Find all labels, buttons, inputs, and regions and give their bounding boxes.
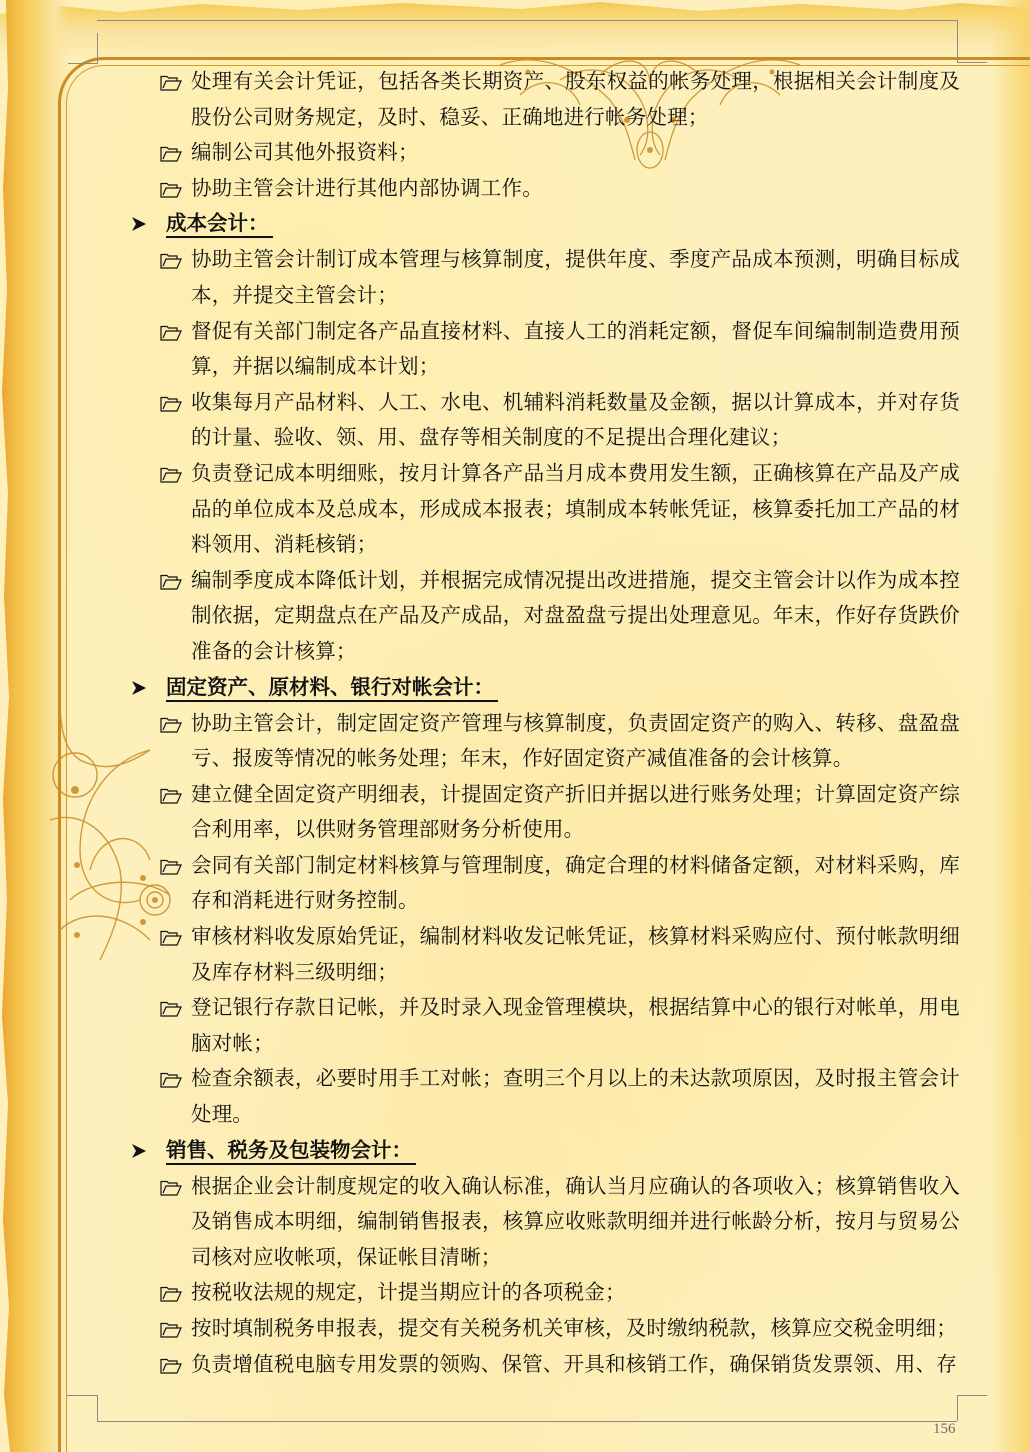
list-item-text: 编制公司其他外报资料； (191, 140, 419, 165)
list-item (130, 848, 960, 919)
folder-icon (160, 146, 182, 162)
section-heading-sales-tax (130, 1133, 960, 1169)
section-title: 固定资产、原材料、银行对帐会计： (166, 674, 498, 702)
list-item-text: 会同有关部门制定材料核算与管理制度，确定合理的材料储备定额，对材料采购，库存和消耗进行财务控制。 (191, 852, 960, 913)
crop-mark-top-left-h (68, 63, 98, 64)
list-item (130, 777, 960, 848)
folder-icon (160, 75, 182, 91)
list-item-text: 督促有关部门制定各产品直接材料、直接人工的消耗定额，督促车间编制制造费用预算，并据以编制成本计划； (191, 318, 960, 379)
list-item (130, 314, 960, 385)
list-item-text: 建立健全固定资产明细表，计提固定资产折旧并据以进行账务处理；计算固定资产综合利用率，以供财务管理部财务分析使用。 (191, 781, 960, 842)
list-item (130, 563, 960, 670)
list-item-text: 处理有关会计凭证，包括各类长期资产、股东权益的帐务处理，根据相关会计制度及股份公司财务规定，及时、稳妥、正确地进行帐务处理； (191, 69, 960, 129)
arrow-bullet-icon (131, 1143, 147, 1159)
document-body (130, 64, 960, 1382)
section-title: 成本会计： (166, 210, 273, 238)
folder-icon (160, 1001, 182, 1017)
crop-mark-bottom-line (97, 1421, 957, 1422)
list-item-text: 按时填制税务申报表，提交有关税务机关审核，及时缴纳税款，核算应交税金明细； (191, 1316, 957, 1340)
page-number: 156 (933, 1421, 956, 1437)
list-item (130, 385, 960, 456)
list-item (130, 456, 960, 563)
folder-icon (160, 182, 182, 198)
list-item-text: 审核材料收发原始凭证，编制材料收发记帐凭证，核算材料采购应付、预付帐款明细及库存材料三级明细； (191, 924, 960, 984)
crop-mark-top-line (97, 20, 957, 21)
list-item-text: 负责登记成本明细账，按月计算各产品当月成本费用发生额，正确核算在产品及产成品的单位成本及总成本，形成成本报表；填制成本转帐凭证，核算委托加工产品的材料领用、消耗核销； (191, 460, 960, 557)
list-item (130, 1347, 960, 1383)
arrow-bullet-icon (131, 216, 147, 232)
crop-mark-bottom-right-h (957, 1395, 987, 1396)
crop-mark-bottom-left-v (97, 1395, 98, 1421)
list-item-text: 收集每月产品材料、人工、水电、机辅料消耗数量及金额，据以计算成本，并对存货的计量、验收、领、用、盘存等相关制度的不足提出合理化建议； (191, 389, 960, 450)
crop-mark-top-left-v (97, 33, 98, 63)
list-item (130, 1169, 960, 1276)
crop-mark-bottom-left-h (67, 1395, 97, 1396)
folder-icon (160, 788, 182, 804)
folder-icon (160, 574, 182, 590)
folder-icon (160, 253, 182, 269)
list-item-text: 按税收法规的规定，计提当期应计的各项税金； (191, 1280, 626, 1305)
crop-mark-top-right-v (957, 20, 958, 62)
folder-icon (160, 1358, 182, 1374)
list-item (130, 990, 960, 1061)
list-item (130, 242, 960, 313)
folder-icon (160, 717, 182, 733)
list-item-text: 登记银行存款日记帐，并及时录入现金管理模块，根据结算中心的银行对帐单，用电脑对帐； (191, 995, 960, 1055)
folder-icon (160, 396, 182, 412)
folder-icon (160, 1322, 182, 1338)
folder-icon (160, 1286, 182, 1302)
folder-icon (160, 1072, 182, 1088)
list-item (130, 919, 960, 990)
list-item-text: 协助主管会计进行其他内部协调工作。 (191, 175, 543, 200)
folder-icon (160, 467, 182, 483)
list-item-text: 负责增值税电脑专用发票的领购、保管、开具和核销工作，确保销货发票领、用、存 (191, 1351, 957, 1376)
list-item-text: 编制季度成本降低计划，并根据完成情况提出改进措施，提交主管会计以作为成本控制依据，定期盘点在产品及产成品，对盘盈盘亏提出处理意见。年末，作好存货跌价准备的会计核算； (191, 567, 960, 663)
folder-icon (160, 930, 182, 946)
list-item (130, 171, 960, 207)
section-heading-cost-accounting (130, 206, 960, 242)
list-item-text: 根据企业会计制度规定的收入确认标准，确认当月应确认的各项收入；核算销售收入及销售成本明细，编制销售报表，核算应收账款明细并进行帐龄分析，按月与贸易公司核对应收帐项，保证帐目清晰； (191, 1173, 960, 1269)
folder-icon (160, 325, 182, 341)
arrow-bullet-icon (131, 680, 147, 696)
crop-mark-top-right-h (957, 62, 987, 63)
list-item-text: 协助主管会计制订成本管理与核算制度，提供年度、季度产品成本预测，明确目标成本，并提交主管会计； (191, 247, 960, 307)
folder-icon (160, 859, 182, 875)
list-item (130, 135, 960, 171)
folder-icon (160, 1180, 182, 1196)
list-item (130, 1061, 960, 1132)
crop-mark-bottom-right-v (957, 1395, 958, 1421)
list-item (130, 1275, 960, 1311)
list-item (130, 1311, 960, 1347)
section-title: 销售、税务及包装物会计： (166, 1137, 416, 1165)
list-item (130, 706, 960, 777)
list-item-text: 检查余额表，必要时用手工对帐；查明三个月以上的未达款项原因，及时报主管会计处理。 (191, 1066, 960, 1127)
section-heading-fixed-assets (130, 670, 960, 706)
list-item (130, 64, 960, 135)
list-item-text: 协助主管会计，制定固定资产管理与核算制度，负责固定资产的购入、转移、盘盈盘亏、报废等情况的帐务处理；年末，作好固定资产减值准备的会计核算。 (191, 710, 960, 771)
